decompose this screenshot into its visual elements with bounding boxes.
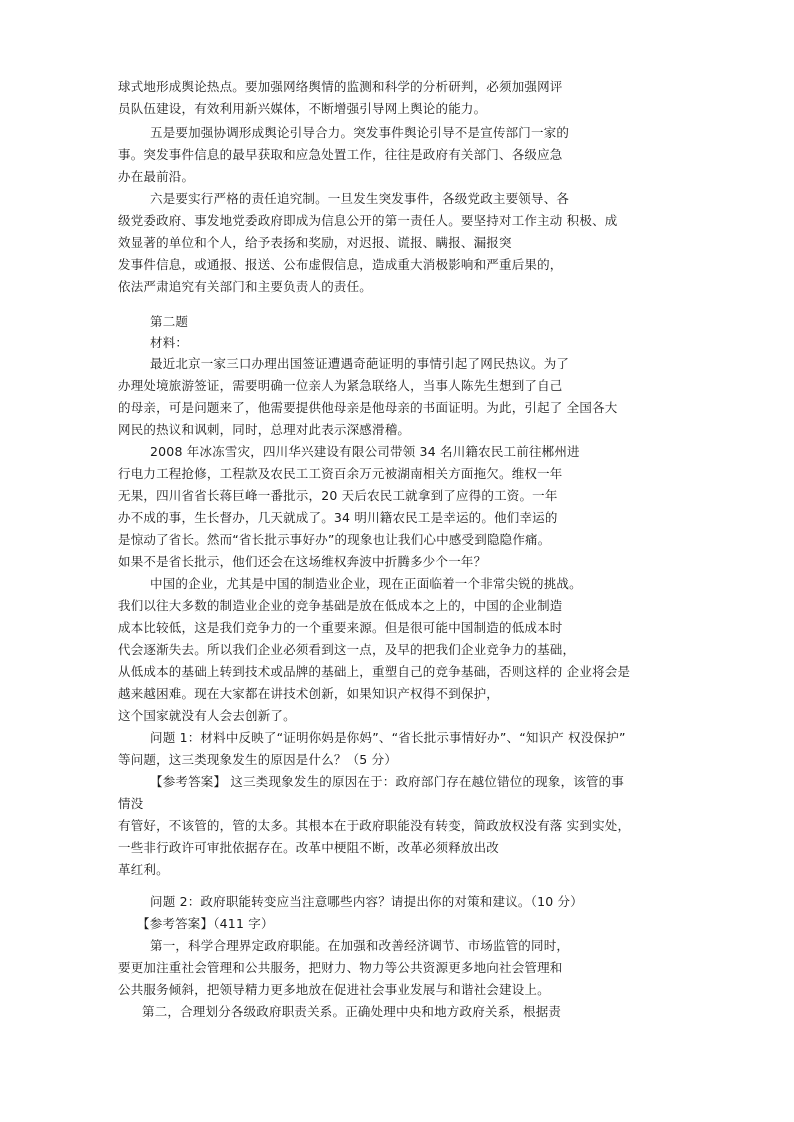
answer-label: 【参考答案】（411 字） — [137, 916, 274, 931]
text-line: 办不成的事，生长督办，几天就成了。34 明川籍农民工是幸运的。他们幸运的 — [118, 510, 558, 525]
text-line: 办理处境旅游签证，需要明确一位亲人为紧急联络人，当事人陈先生想到了自己 — [118, 378, 563, 393]
text-line: 五是要加强协调形成舆论引导合力。突发事件舆论引导不是宣传部门一家的 — [150, 125, 570, 140]
text-line: 级党委政府、事发地党委政府即成为信息公开的第一责任人。要坚持对工作主动 积极、成 — [118, 213, 618, 228]
text-line: 这个国家就没有人会去创新了。 — [118, 708, 296, 723]
text-line: 效显著的单位和个人，给予表扬和奖励，对迟报、谎报、瞒报、漏报突 — [118, 235, 512, 250]
text-line: 行电力工程抢修，工程款及农民工工资百余万元被湖南相关方面拖欠。维权一年 — [118, 466, 563, 481]
answer-label: 【参考答案】 这三类现象发生的原因在于：政府部门存在越位错位的现象，该管的事 — [150, 774, 625, 789]
text-line: 我们以往大多数的制造业企业的竞争基础是放在低成本之上的，中国的企业制造 — [118, 598, 563, 613]
text-line: 成本比较低，这是我们竞争力的一个重要来源。但是很可能中国制造的低成本时 — [118, 620, 563, 635]
text-line: 是惊动了省长。然而“省长批示事好办”的现象也让我们心中感受到隐隐作痛。 — [118, 532, 551, 547]
text-line: 从低成本的基础上转到技术或品牌的基础上，重塑自己的竞争基础，否则这样的 企业将会是 — [118, 664, 631, 679]
text-line: 无果，四川省省长蒋巨峰一番批示，20 天后农民工就拿到了应得的工资。一年 — [118, 488, 558, 503]
text-line: 办在最前沿。 — [118, 169, 195, 184]
text-line: 六是要实行严格的责任追究制。一旦发生突发事件，各级党政主要领导、各 — [150, 191, 570, 206]
text-line: 等问题，这三类现象发生的原因是什么？（5 分） — [118, 752, 398, 767]
text-line: 要更加注重社会管理和公共服务，把财力、物力等公共资源更多地向社会管理和 — [118, 960, 563, 975]
text-line: 公共服务倾斜，把领导精力更多地放在促进社会事业发展与和谐社会建设上。 — [118, 982, 550, 997]
text-line: 的母亲，可是问题来了，他需要提供他母亲是他母亲的书面证明。为此，引起了 全国各大 — [118, 400, 618, 415]
text-line: 员队伍建设，有效利用新兴媒体，不断增强引导网上舆论的能力。 — [118, 101, 487, 116]
text-line: 最近北京一家三口办理出国签证遭遇奇葩证明的事情引起了网民热议。为了 — [150, 356, 570, 371]
section-title: 第二题 — [150, 314, 189, 329]
text-line: 革红利。 — [118, 862, 169, 877]
question-2: 问题 2：政府职能转变应当注意哪些内容？请提出你的对策和建议。（10 分） — [150, 894, 583, 909]
text-line: 2008 年冰冻雪灾，四川华兴建设有限公司带领 34 名川籍农民工前往郴州进 — [150, 444, 580, 459]
text-line: 一些非行政许可审批依据存在。改革中梗阻不断，改革必须释放出改 — [118, 840, 500, 855]
text-line: 有管好，不该管的，管的太多。其根本在于政府职能没有转变，简政放权没有落 实到实处， — [118, 818, 631, 833]
text-line: 如果不是省长批示，他们还会在这场维权奔波中折腾多少个一年？ — [118, 554, 487, 569]
text-line: 代会逐渐失去。所以我们企业必须看到这一点，及早的把我们企业竞争力的基础， — [118, 642, 576, 657]
text-line: 网民的热议和讽刺，同时，总理对此表示深感滑稽。 — [118, 422, 411, 437]
question-1: 问题 1：材料中反映了“证明你妈是你妈”、“省长批示事情好办”、“知识产 权没保护” — [150, 730, 626, 745]
text-line: 材料： — [150, 335, 189, 350]
text-line: 球式地形成舆论热点。要加强网络舆情的监测和科学的分析研判，必须加强网评 — [118, 79, 563, 94]
text-line: 发事件信息，或通报、报送、公布虚假信息，造成重大消极影响和严重后果的， — [118, 257, 563, 272]
text-line: 越来越困难。现在大家都在讲技术创新，如果知识产权得不到保护， — [118, 686, 500, 701]
text-line: 情没 — [118, 796, 144, 811]
text-line: 中国的企业，尤其是中国的制造业企业，现在正面临着一个非常尖锐的挑战。 — [150, 576, 582, 591]
text-line: 第一，科学合理界定政府职能。在加强和改善经济调节、市场监管的同时， — [150, 938, 570, 953]
text-line: 事。突发事件信息的最早获取和应急处置工作，往往是政府有关部门、各级应急 — [118, 147, 563, 162]
text-line: 第二，合理划分各级政府职责关系。正确处理中央和地方政府关系，根据责 — [142, 1004, 562, 1019]
text-line: 依法严肃追究有关部门和主要负责人的责任。 — [118, 279, 373, 294]
